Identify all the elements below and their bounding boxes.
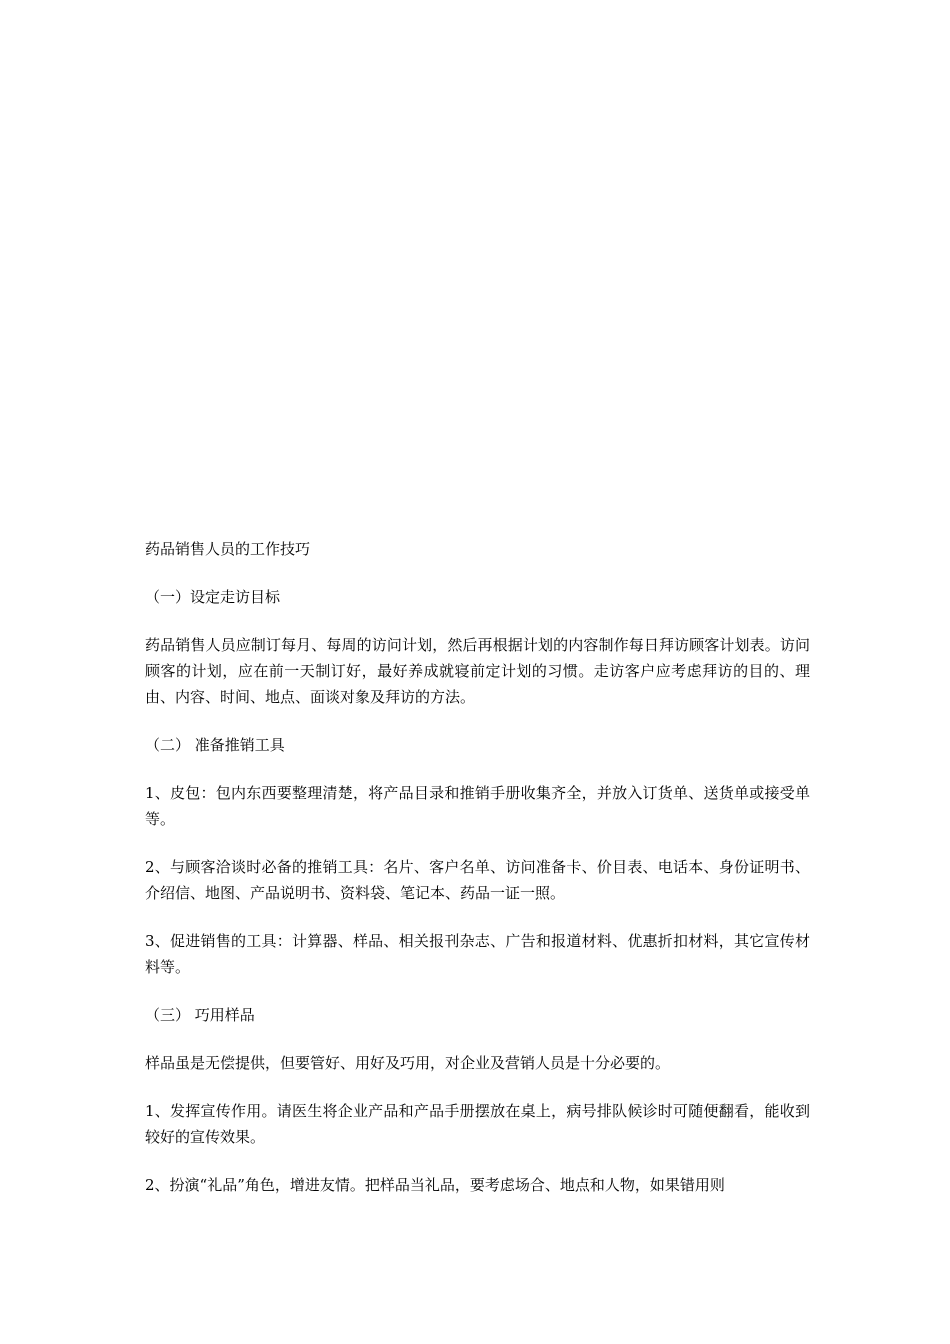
paragraph-gift: 2、扮演“礼品”角色，增进友情。把样品当礼品，要考虑场合、地点和人物，如果错用则 bbox=[145, 1176, 725, 1194]
document-body bbox=[145, 536, 810, 1220]
section-heading-3: （三） 巧用样品 bbox=[145, 1006, 255, 1024]
document-title: 药品销售人员的工作技巧 bbox=[145, 540, 311, 558]
paragraph-visit-plan: 药品销售人员应制订每月、每周的访问计划，然后再根据计划的内容制作每日拜访顾客计划表。访问顾客的计划，应在前一天制订好，最好养成就寝前定计划的习惯。走访客户应考虑拜访的目的、理由、内容、时间、地点、面谈对象及拜访的方法。 bbox=[145, 636, 810, 706]
paragraph-bag: 1、皮包：包内东西要整理清楚，将产品目录和推销手册收集齐全，并放入订货单、送货单或接受单等。 bbox=[145, 784, 810, 828]
paragraph-sales-tools: 3、促进销售的工具：计算器、样品、相关报刊杂志、广告和报道材料、优惠折扣材料，其它宣传材料等。 bbox=[145, 932, 810, 976]
paragraph-samples: 样品虽是无偿提供，但要管好、用好及巧用，对企业及营销人员是十分必要的。 bbox=[145, 1054, 671, 1072]
section-heading-1: （一）设定走访目标 bbox=[145, 588, 281, 606]
paragraph-tools: 2、与顾客洽谈时必备的推销工具：名片、客户名单、访问准备卡、价目表、电话本、身份证明书、介绍信、地图、产品说明书、资料袋、笔记本、药品一证一照。 bbox=[145, 858, 810, 902]
section-heading-2: （二） 准备推销工具 bbox=[145, 736, 285, 754]
paragraph-promotion: 1、发挥宣传作用。请医生将企业产品和产品手册摆放在桌上，病号排队候诊时可随便翻看，能收到较好的宣传效果。 bbox=[145, 1102, 810, 1146]
